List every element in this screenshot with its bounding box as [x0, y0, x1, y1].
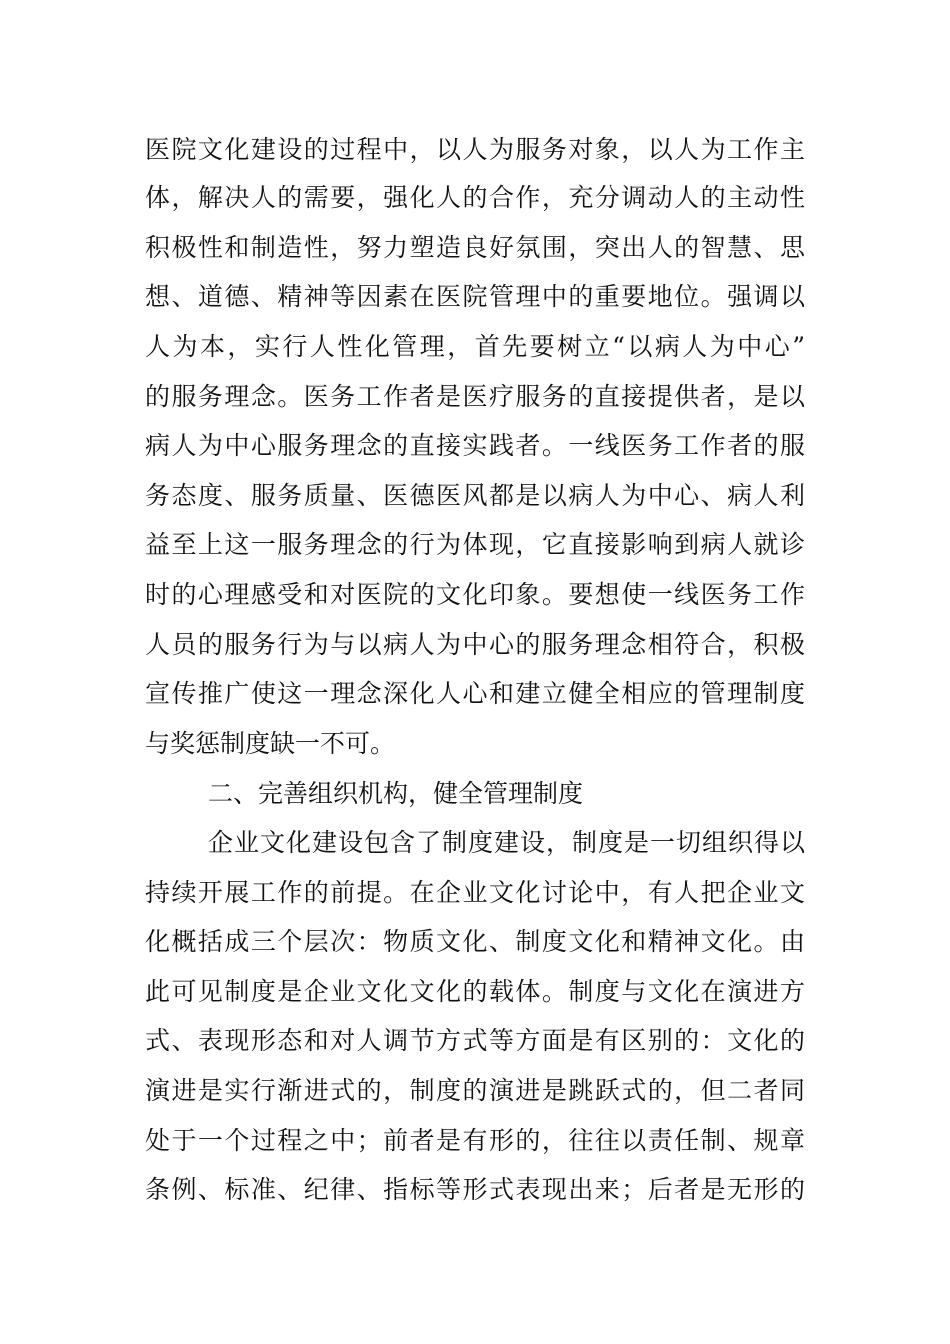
paragraph-1-line-3: 积极性和制造性，努力塑造良好氛围，突出人的智慧、思: [145, 233, 805, 262]
paragraph-2-line-5: 式、表现形态和对人调节方式等方面是有区别的：文化的: [145, 1026, 805, 1055]
paragraph-1-line-2: 体，解决人的需要，强化人的合作，充分调动人的主动性: [145, 183, 805, 212]
paragraph-2-line-7: 处于一个过程之中；前者是有形的，往往以责任制、规章: [145, 1126, 805, 1155]
paragraph-2-line-3: 化概括成三个层次：物质文化、制度文化和精神文化。由: [145, 927, 805, 956]
paragraph-2-line-6: 演进是实行渐进式的，制度的演进是跳跃式的，但二者同: [145, 1076, 805, 1105]
paragraph-1-line-12: 宣传推广使这一理念深化人心和建立健全相应的管理制度: [145, 679, 805, 708]
paragraph-1-line-5: 人为本，实行人性化管理，首先要树立“以病人为中心”: [145, 332, 805, 361]
paragraph-2-line-8: 条例、标准、纪律、指标等形式表现出来；后者是无形的: [145, 1175, 805, 1204]
paragraph-1-line-1: 医院文化建设的过程中，以人为服务对象，以人为工作主: [145, 135, 805, 164]
paragraph-1-line-11: 人员的服务行为与以病人为中心的服务理念相符合，积极: [145, 630, 805, 659]
paragraph-1-line-6: 的服务理念。医务工作者是医疗服务的直接提供者，是以: [145, 382, 805, 411]
paragraph-2-line-2: 持续开展工作的前提。在企业文化讨论中，有人把企业文: [145, 878, 805, 907]
paragraph-1-line-13: 与奖惩制度缺一不可。: [145, 729, 396, 758]
paragraph-2-line-1: 企业文化建设包含了制度建设，制度是一切组织得以: [208, 828, 805, 857]
paragraph-1-line-7: 病人为中心服务理念的直接实践者。一线医务工作者的服: [145, 431, 805, 460]
paragraph-1-line-8: 务态度、服务质量、医德医风都是以病人为中心、病人利: [145, 481, 805, 510]
section-heading: 二、完善组织机构，健全管理制度: [208, 779, 584, 808]
paragraph-1-line-10: 时的心理感受和对医院的文化印象。要想使一线医务工作: [145, 580, 805, 609]
paragraph-1-line-9: 益至上这一服务理念的行为体现，它直接影响到病人就诊: [145, 530, 805, 559]
paragraph-1-line-4: 想、道德、精神等因素在医院管理中的重要地位。强调以: [145, 282, 805, 311]
paragraph-2-line-4: 此可见制度是企业文化文化的载体。制度与文化在演进方: [145, 977, 805, 1006]
